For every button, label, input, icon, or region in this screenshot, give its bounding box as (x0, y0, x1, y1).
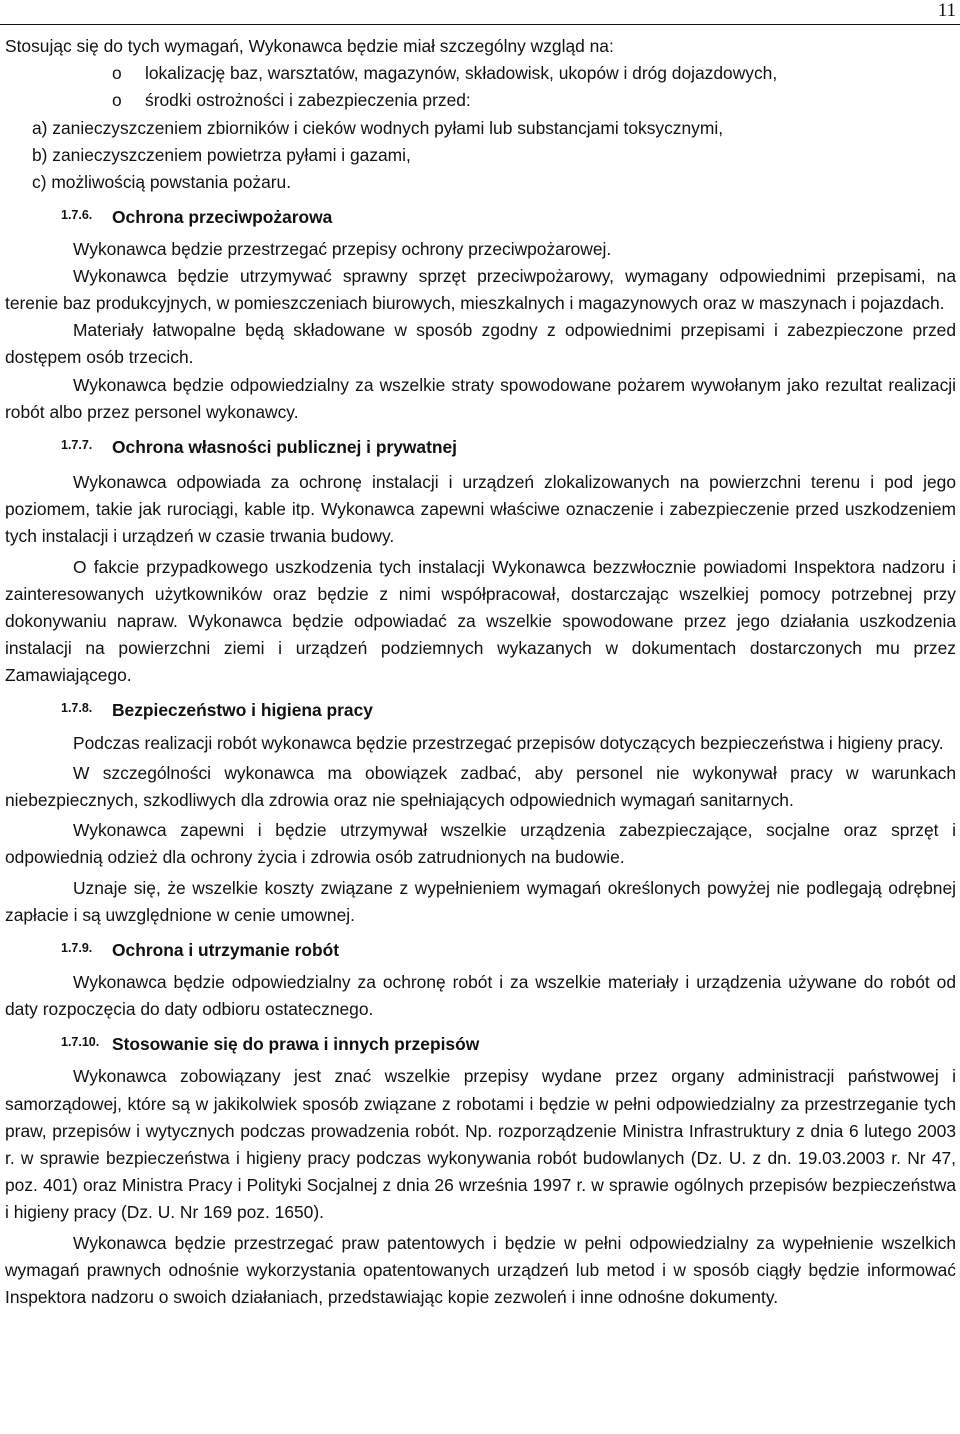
section-heading (5, 938, 956, 962)
section-paragraph: Wykonawca zapewni i będzie utrzymywał wszelkie urządzenia zabezpieczające, socjalne oraz sprzęt i odpowiednią odzież dla ochrony życia i zdrowia osób zatrudnionych na budowie. (5, 820, 956, 868)
bullet-item (5, 60, 956, 87)
page-content (5, 33, 956, 1311)
page-number: 11 (937, 0, 956, 21)
section-heading (5, 699, 956, 723)
section-paragraph: Wykonawca odpowiada za ochronę instalacji i urządzeń zlokalizowanych na powierzchni terenu i pod jego poziomem, takie jak rurociągi, kable itp. Wykonawca zapewni właściwe oznaczenie i zabezpieczenie przed uszkodzeniem tych instalacji i urządzeń w czasie trwania budowy. (5, 472, 956, 547)
bullet-marker: o (112, 63, 122, 84)
section-number: 1.7.10. (61, 1035, 100, 1050)
bullet-marker: o (112, 90, 122, 111)
section-paragraph: Materiały łatwopalne będą składowane w sposób zgodny z odpowiednimi przepisami i zabezpieczone przed dostępem osób trzecich. (5, 320, 956, 368)
section-paragraph: Wykonawca będzie przestrzegać przepisy ochrony przeciwpożarowej. (73, 238, 612, 259)
section-title: Ochrona własności publicznej i prywatnej (112, 436, 457, 457)
header-rule (0, 24, 960, 25)
section-number: 1.7.7. (61, 437, 93, 452)
section-paragraph: Wykonawca będzie odpowiedzialny za wszelkie straty spowodowane pożarem wywołanym jako rezultat realizacji robót albo przez personel wykonawcy. (5, 374, 956, 422)
section-title: Ochrona i utrzymanie robót (112, 939, 340, 960)
section-heading (5, 206, 956, 230)
hazard-item: a) zanieczyszczeniem zbiorników i cieków wodnych pyłami lub substancjami toksycznymi, (32, 117, 724, 138)
hazard-item: b) zanieczyszczeniem powietrza pyłami i gazami, (32, 145, 411, 165)
hazard-list (5, 115, 956, 197)
bullet-text: środki ostrożności i zabezpieczenia przed: (145, 90, 471, 111)
section-paragraph: Podczas realizacji robót wykonawca będzie przestrzegać przepisów dotyczących bezpieczeństwa i higieny pracy. (73, 732, 944, 753)
section-heading (5, 1032, 956, 1056)
section-title: Ochrona przeciwpożarowa (112, 207, 333, 228)
bullet-text: lokalizację baz, warsztatów, magazynów, składowisk, ukopów i dróg dojazdowych, (145, 63, 778, 84)
section-paragraph: Uznaje się, że wszelkie koszty związane z wypełnieniem wymagań określonych powyżej nie podlegają odrębnej zapłacie i są uwzględnione w cenie umownej. (5, 877, 956, 925)
section-title: Bezpieczeństwo i higiena pracy (112, 700, 373, 721)
section-paragraph: Wykonawca będzie odpowiedzialny za ochronę robót i za wszelkie materiały i urządzenia używane do robót od daty rozpoczęcia do daty odbioru ostatecznego. (5, 972, 956, 1020)
section-number: 1.7.8. (61, 701, 93, 716)
hazard-item: c) możliwością powstania pożaru. (32, 172, 292, 193)
section-paragraph: O fakcie przypadkowego uszkodzenia tych instalacji Wykonawca bezzwłocznie powiadomi Inspektora nadzoru i zainteresowanych użytkowników oraz będzie z nimi współpracował, dostarczając wszelkiej pomocy potrzebnej przy dokonywaniu napraw. Wykonawca będzie odpowiadać za wszelkie spowodowane przez jego działania uszkodzenia instalacji na powierzchni ziemi i urządzeń podziemnych wykazanych w dokumentach dostarczonych mu przez Zamawiającego. (5, 556, 956, 686)
section-paragraph: Wykonawca będzie przestrzegać praw patentowych i będzie w pełni odpowiedzialny za wypełnienie wszelkich wymagań prawnych odnośnie wykorzystania opatentowanych urządzeń lub metod i w sposób ciągły będzie informować Inspektora nadzoru o swoich działaniach, przedstawiając kopie zezwoleń i inne odnośne dokumenty. (5, 1232, 956, 1308)
section-paragraph: W szczególności wykonawca ma obowiązek zadbać, aby personel nie wykonywał pracy w warunkach niebezpiecznych, szkodliwych dla zdrowia oraz nie spełniających odpowiednich wymagań sanitarnych. (5, 762, 956, 811)
section-paragraph: Wykonawca zobowiązany jest znać wszelkie przepisy wydane przez organy administracji państwowej i samorządowej, które są w jakikolwiek sposób związane z robotami i będzie w pełni odpowiedzialny za przestrzeganie tych praw, przepisów i wytycznych podczas prowadzenia robót. Np. rozporządzenie Ministra Infrastruktury z dnia 6 lutego 2003 r. w sprawie bezpieczeństwa i higieny pracy podczas wykonywania robót budowlanych (Dz. U. z dn. 19.03.2003 r. Nr 47, poz. 401) oraz Ministra Pracy i Polityki Socjalnej z dnia 26 września 1997 r. w sprawie ogólnych przepisów bezpieczeństwa i higieny pracy (Dz. U. Nr 169 poz. 1650). (5, 1066, 956, 1223)
bullet-list (5, 60, 956, 114)
bullet-item (5, 87, 956, 114)
section-paragraph: Wykonawca będzie utrzymywać sprawny sprzęt przeciwpożarowy, wymagany odpowiednimi przepisami, na terenie baz produkcyjnych, w pomieszczeniach biurowych, mieszkalnych i magazynowych oraz w maszynach i pojazdach. (5, 265, 956, 313)
section-number: 1.7.6. (61, 208, 93, 223)
section-number: 1.7.9. (61, 940, 93, 955)
section-heading (5, 435, 956, 459)
intro-paragraph: Stosując się do tych wymagań, Wykonawca będzie miał szczególny wzgląd na: (5, 36, 614, 56)
section-title: Stosowanie się do prawa i innych przepisów (112, 1034, 480, 1055)
